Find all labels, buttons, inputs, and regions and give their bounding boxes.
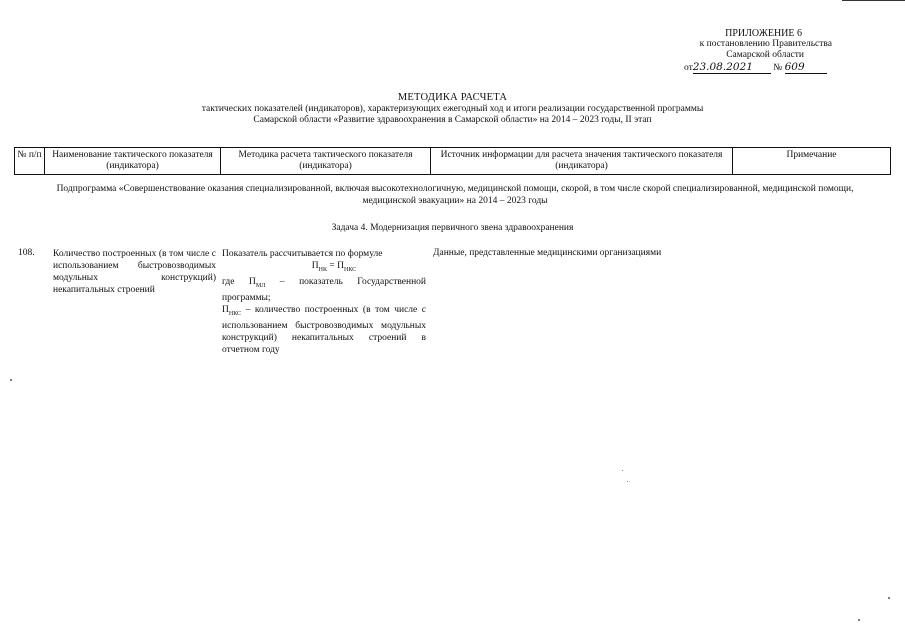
appendix-decree: к постановлению Правительства — [699, 39, 832, 49]
top-edge-line — [842, 0, 905, 1]
scan-speck — [622, 470, 623, 471]
column-number: № п/п — [14, 148, 44, 174]
table-header — [14, 147, 891, 175]
definition-1: где $П_{МЛ}$ – показатель Государственной программы; — [222, 277, 427, 304]
appendix-date-line — [672, 62, 842, 74]
document-title — [0, 92, 905, 127]
indicator-name: Количество построенных (в том числе с использованием быстровозводимых модульных конструкций) некапитальных строений — [53, 249, 216, 296]
column-source: Источник информации для расчета значения тактического показателя (индикатора) — [430, 148, 732, 174]
title-line-1: МЕТОДИКА РАСЧЕТА — [397, 92, 508, 103]
handwritten-number: 609 — [785, 62, 827, 74]
scan-speck — [627, 481, 628, 482]
formula: $П_{НК} = П_{НКС}$ — [311, 261, 357, 273]
definition-2: $П_{НКС}$ – количество построенных (в том числе с использованием быстровозводимых модульных конструкций) некапитальных строений в отчетном году — [222, 305, 426, 356]
handwritten-date: 23.08.2021 — [693, 62, 771, 74]
scan-speck — [858, 619, 860, 621]
appendix-region: Самарской области — [726, 50, 804, 60]
column-method: Методика расчета тактического показателя (индикатора) — [220, 148, 430, 174]
appendix-title: ПРИЛОЖЕНИЕ 6 — [725, 28, 802, 39]
column-note: Примечание — [732, 148, 891, 174]
row-number: 108. — [18, 248, 35, 258]
appendix-header — [672, 28, 842, 74]
column-indicator-name: Наименование тактического показателя (индикатора) — [44, 148, 220, 174]
title-line-3: Самарской области «Развитие здравоохранения в Самарской области» на 2014 – 2023 годы, II этап — [253, 115, 652, 125]
title-line-2: тактических показателей (индикаторов), характеризующих ежегодный ход и итоги реализации государственной программы — [201, 103, 704, 114]
method-intro: Показатель рассчитывается по формуле — [222, 249, 383, 259]
scan-speck — [10, 379, 12, 381]
scan-speck — [888, 597, 890, 599]
from-label: от — [684, 63, 693, 73]
calculation-method — [222, 248, 426, 356]
subprogram-heading: Подпрограмма «Совершенствование оказания специализированной, включая высокотехнологичную, медицинской помощи, скорой, в том числе скорой специализированной, медицинской помощи, медицинской эвакуации» на 2014 – 2023 годы — [56, 184, 854, 206]
task-heading: Задача 4. Модернизация первичного звена здравоохранения — [331, 223, 574, 233]
number-label: № — [773, 63, 783, 73]
information-source: Данные, представленные медицинскими организациями — [433, 248, 662, 258]
